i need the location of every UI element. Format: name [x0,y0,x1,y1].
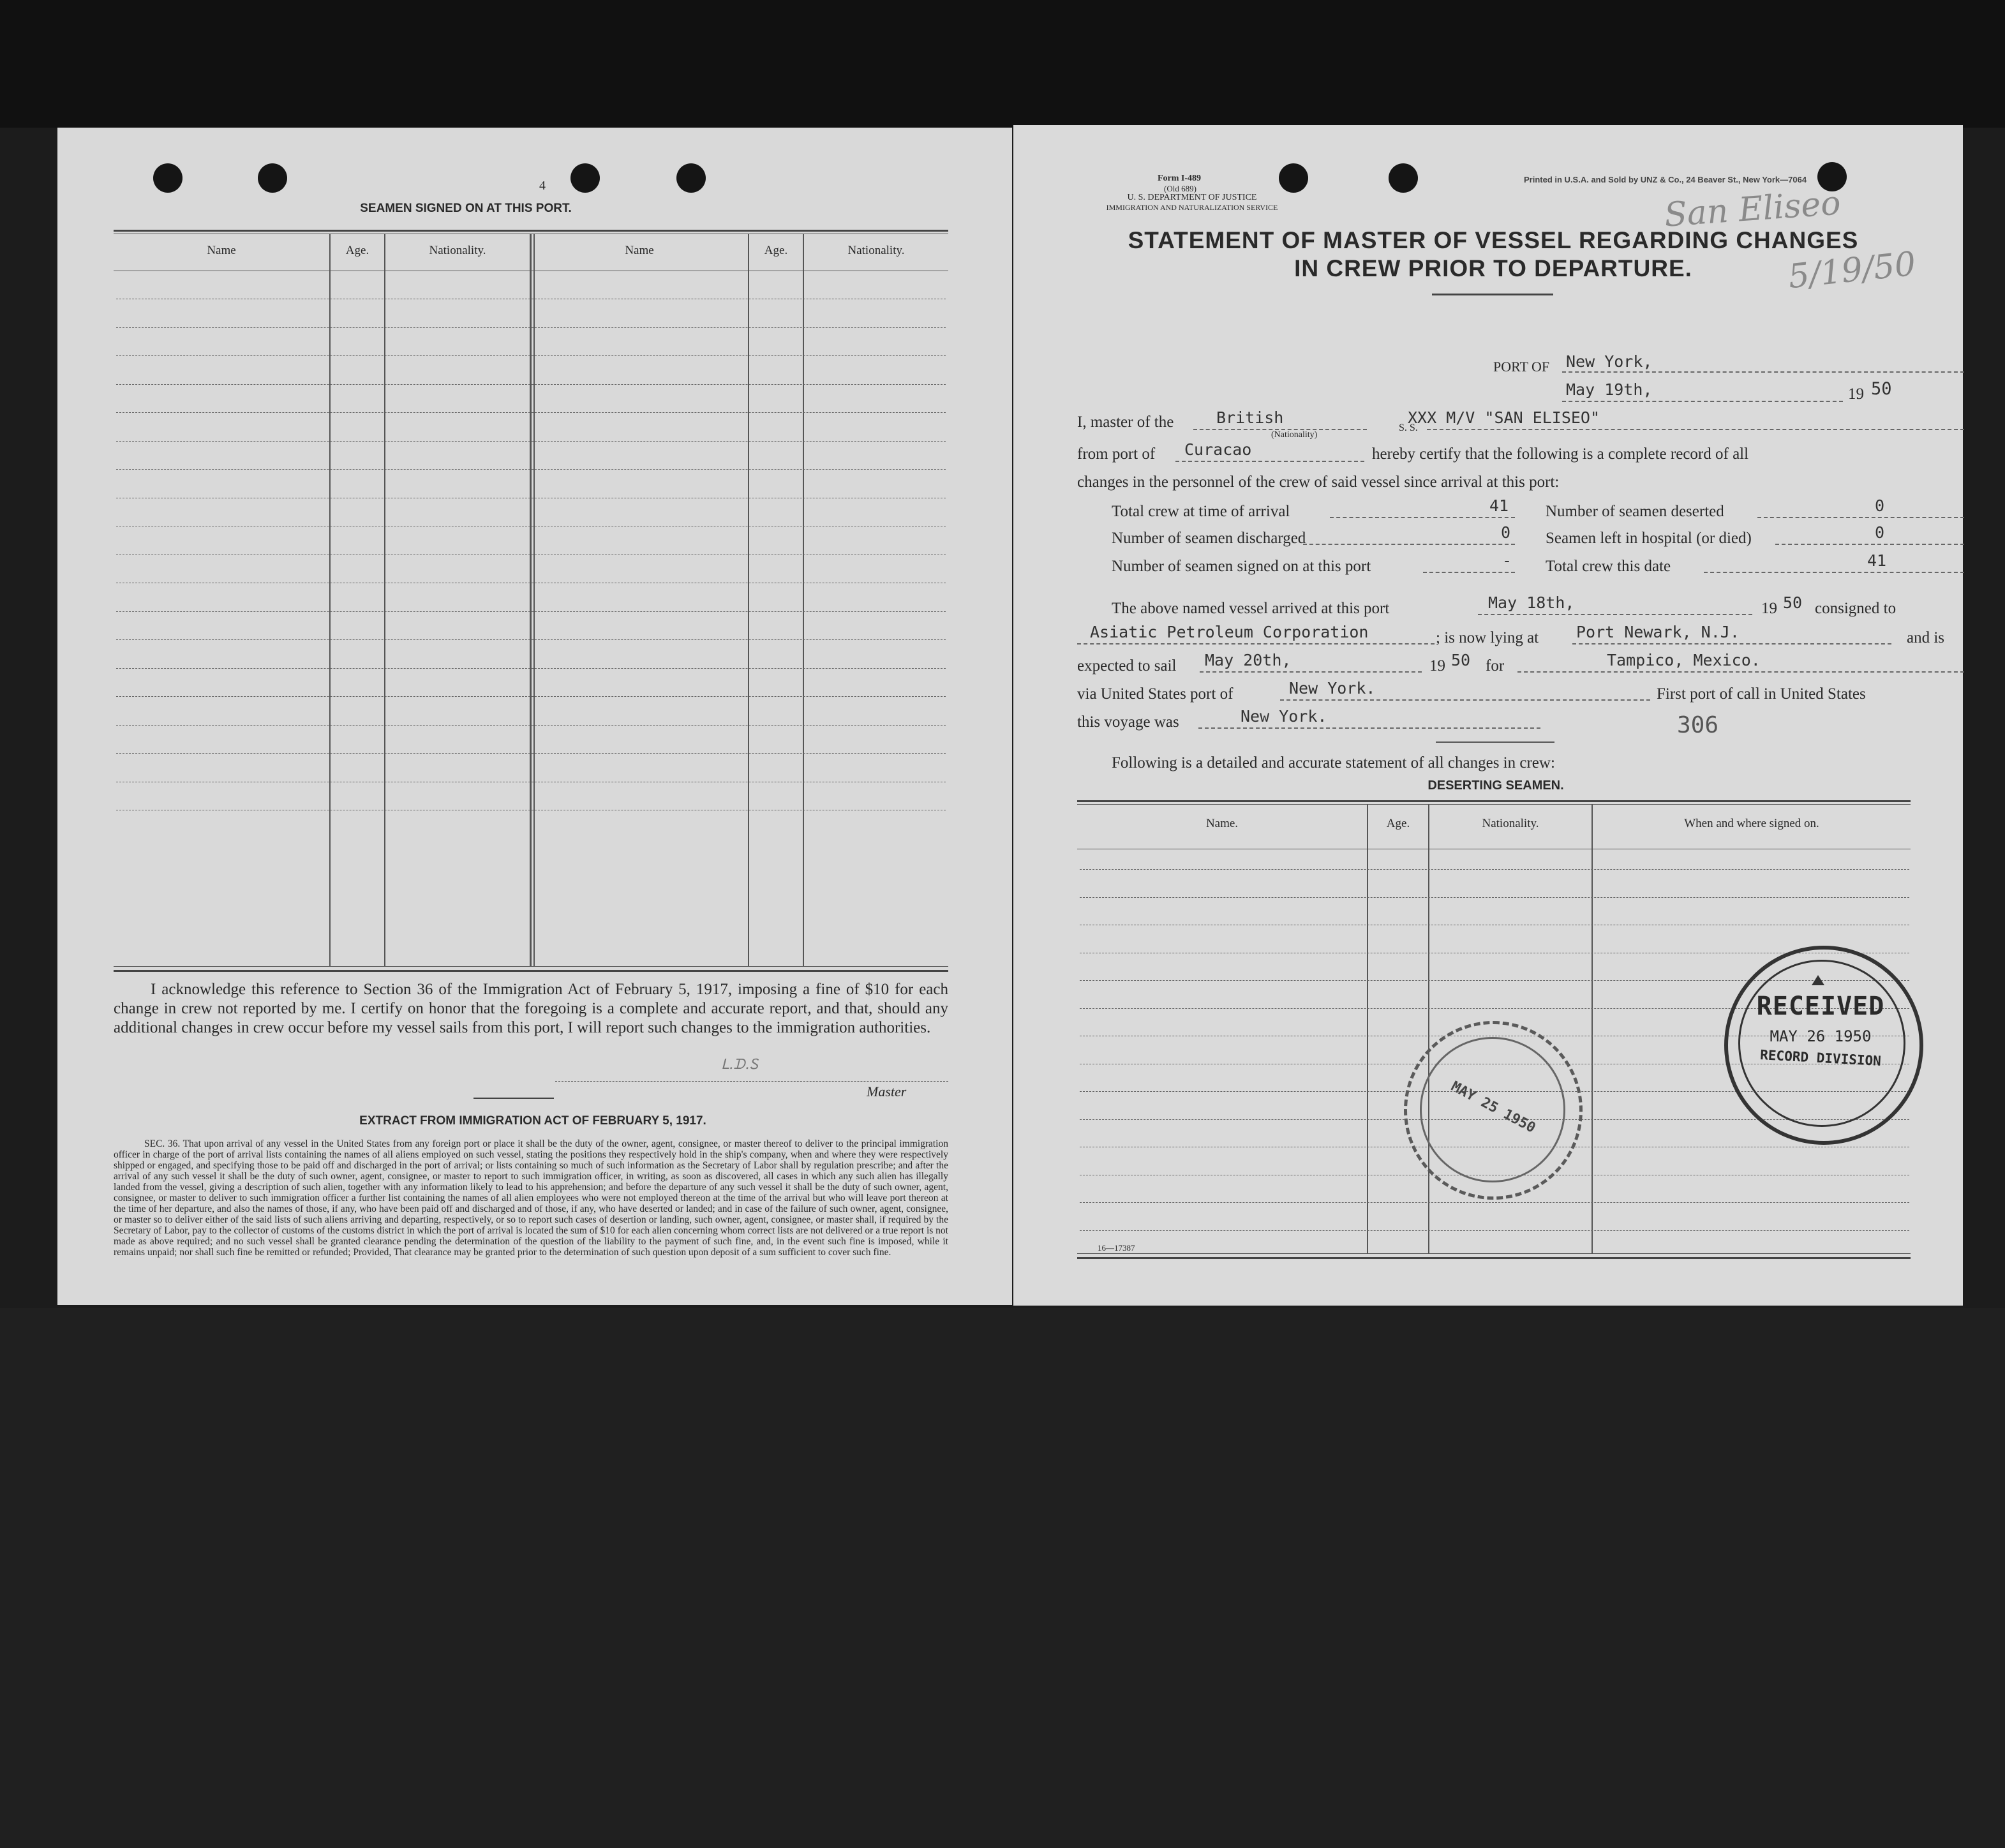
lying-label: ; is now lying at [1436,629,1539,646]
field-line [1572,643,1891,645]
table-row [116,668,946,669]
right-page: Form I-489 (Old 689) U. S. DEPARTMENT OF JUSTICE IMMIGRATION AND NATURALIZATION SERVICE Printed in U.S.A. and Sold by UNZ & Co., 24 Beaver St., New York—7064 San Eliseo 5/19/50 STATEMENT OF MASTER OF VESSEL REGARDING CHANGES IN CREW PRIOR TO DEPARTURE. PORT OF New York, May 19th, 19 50 I, master of the British (Nationality) S. S. XXX M/V "SAN ELISEO" from port of Curacao hereby certify that the following is a complete record of all changes in the personnel of the crew of said vessel since arrival at this port: Total crew at time of arrival 41 Number of seamen discharged 0 Number of seamen signed on at this port - Number of seamen deserted 0 Seamen left in hospital (or died) 0 Total crew this date 41 The above named vessel arrived at this port May 18th, 19 50 consigned to Asiatic Petroleum Corporation ; is now lying at Port Newark, N.J. and is expected to sail May 20th, 19 50 for Tampico, Mexico. via United States port of New York. First port of call in United States this voyage was New York. 306 Following is a detailed and accurate statement of all changes in crew: DESERTING SEAMEN. Name. Age. Nationality. When and where signed on. 16—17387 RECEIVED MAY 26 1950 RECORD DIVISION MAY 25 1950 [1013,125,1963,1306]
table-row [1080,869,1909,870]
footer-code: 16—17387 [1098,1243,1135,1253]
table-row [116,327,946,328]
col-divider [748,234,749,966]
extract-title: EXTRACT FROM IMMIGRATION ACT OF FEBRUARY 5, 1917. [359,1114,706,1128]
master-label: Master [867,1084,907,1099]
col-name: Name [207,244,236,257]
for-value: Tampico, Mexico. [1607,651,1761,669]
table-row [116,696,946,697]
discharged-value: 0 [1501,523,1511,542]
table-row [116,639,946,640]
date-value: May 19th, [1566,380,1653,399]
col-divider [1591,804,1593,1253]
col-divider [530,234,532,966]
acknowledgement-text: I acknowledge this reference to Section 36 of the Immigration Act of February 5, 1917, imposing a fine of $10 for each change in crew not reported by me. I certify on honor that the foregoing is a complete and accurate report, and that, should any additional changes in crew occur before my vessel sails from this port, I will report such changes to the immigration authorities. [114,981,948,1036]
service: IMMIGRATION AND NATURALIZATION SERVICE [1106,203,1278,212]
changes-text: changes in the personnel of the crew of said vessel since arrival at this port: [1077,473,1560,491]
col-divider [1428,804,1429,1253]
table-row [116,725,946,726]
hospital-label: Seamen left in hospital (or died) [1546,530,1752,547]
first-port-label: First port of call in United States [1657,685,1866,703]
master-of-label: I, master of the [1077,414,1174,431]
left-page [57,128,1012,1305]
deserted-label: Number of seamen deserted [1546,503,1724,520]
divider [1436,741,1554,743]
total-date-value: 41 [1867,551,1887,570]
signed-on-label: Number of seamen signed on at this port [1112,558,1371,575]
field-line [1423,572,1515,573]
punch-hole [1389,163,1418,193]
handwritten-vessel-name: San Eliseo [1663,184,1842,235]
printer-note: Printed in U.S.A. and Sold by UNZ & Co., 24 Beaver St., New York—7064 [1524,175,1807,184]
field-line [1757,517,1964,518]
voyage-label: this voyage was [1077,713,1179,731]
col-nationality: Nationality. [847,244,905,257]
col-age: Age. [1386,817,1410,830]
table-top-rule [1077,800,1911,802]
from-port-label: from port of [1077,445,1156,463]
form-old-number: (Old 689) [1164,184,1196,193]
master-signature: ᒪ.ᗪ.Ꮪ [721,1057,759,1073]
col-name: Name. [1205,817,1239,830]
following-text: Following is a detailed and accurate statement of all changes in crew: [1112,754,1555,771]
field-line [1330,517,1515,518]
table-row [1080,1230,1909,1231]
consigned-label: consigned to [1815,600,1897,617]
punch-hole [258,163,287,193]
year-value: 50 [1871,379,1892,399]
stamp-received-date: MAY 26 1950 [1770,1027,1872,1045]
scan-border [0,0,2005,128]
table-row [116,469,946,470]
nationality-caption: (Nationality) [1271,430,1318,440]
field-line [1200,671,1422,673]
table-top-rule [114,230,948,232]
port-label: PORT OF [1493,359,1550,375]
table-row [116,441,946,442]
arrived-value: May 18th, [1488,593,1575,612]
total-date-label: Total crew this date [1546,558,1671,575]
punch-hole [153,163,183,193]
col-divider [803,234,804,966]
field-line [1478,614,1752,615]
stamp-port-date: MAY 25 1950 [1448,1078,1539,1136]
table-bottom-rule [114,970,948,972]
col-divider [384,234,385,966]
col-divider [329,234,331,966]
and-is-label: and is [1907,629,1945,646]
port-value: New York, [1566,352,1653,371]
sail-year: 50 [1451,651,1471,669]
received-stamp [1724,946,1923,1145]
table-row [116,412,946,413]
from-port-value: Curacao [1184,440,1252,459]
field-line [1077,643,1435,645]
stamped-number: 306 [1677,712,1719,738]
deserted-value: 0 [1875,496,1885,515]
form-title-line2: IN CREW PRIOR TO DEPARTURE. [1294,255,1692,281]
table-row [116,384,946,385]
field-line [1427,429,1964,430]
total-arrival-value: 41 [1489,496,1509,515]
table-row [116,753,946,754]
punch-hole [1279,163,1308,193]
form-title-line1: STATEMENT OF MASTER OF VESSEL REGARDING CHANGES [1128,227,1859,253]
col-name: Name [625,244,654,257]
left-title: SEAMEN SIGNED ON AT THIS PORT. [360,202,572,215]
col-divider [533,234,535,966]
field-line [1562,371,1964,373]
field-line [1303,544,1515,545]
via-value: New York. [1289,679,1376,697]
extract-text: SEC. 36. That upon arrival of any vessel in the United States from any foreign port or place it shall be the duty of the owner, agent, consignee, or master thereof to deliver to the principal immigration officer in charge of the port of arrival lists containing the names of all aliens employed on such vessel, stating the positions they respectively hold in the ship's company, when and where they were respectively shipped or engaged, and specifying those to be paid off and discharged in the port of arrival; or lists containing so much of such information as the Secretary of Labor shall by regulation prescribe; and after the arrival of any such vessel it shall be the duty of such owner, agent, consignee, or master to report to such immigration officer, in writing, as soon as discovered, all cases in which any such alien has illegally landed from the vessel, giving a description of such alien, together with any information likely to lead to his apprehension; and before the departure of any such vessel it shall be the duty of such owner, agent, consignee, or master to deliver to such immigration officer a further list containing the names of all alien employees who were not employed thereon at the time of the arrival but who will leave port thereon at the time of her departure, and also the names of those, if any, who have been paid off and discharged and of those, if any, who have deserted or landed; and in case of the failure of such owner, agent, consignee, or master so to deliver either of the said lists of such aliens arriving and departing, respectively, or so to report such cases of desertion or landing, such owner, agent, consignee, or master shall, if required by the Secretary of Labor, pay to the collector of customs of the customs district in which the port of arrival is located the sum of $10 for each alien concerning whom correct lists are not delivered or a true report is not made as above required; and no such vessel shall be granted clearance pending the determination of the question of the liability to the payment of such fine, and, in the event such fine is imposed, while it remains unpaid; nor shall such fine be remitted or refunded; Provided, That clearance may be granted prior to the determination of such question upon deposit of a sum sufficient to cover such fine. [114,1138,948,1258]
col-age: Age. [764,244,788,257]
table-bottom-rule [114,966,948,967]
total-arrival-label: Total crew at time of arrival [1112,503,1290,520]
scan-background [0,1308,2005,1848]
punch-hole [570,163,600,193]
table-top-rule [1077,804,1911,805]
table-row [1080,897,1909,898]
field-line [1175,461,1364,462]
stamp-received-division: RECORD DIVISION [1759,1047,1882,1069]
table-row [116,611,946,612]
arrived-label: The above named vessel arrived at this port [1112,600,1390,617]
table-bottom-rule [1077,1253,1911,1254]
page-number: 4 [539,179,546,193]
ss-label: S. S. [1399,422,1418,433]
department: U. S. DEPARTMENT OF JUSTICE [1127,193,1257,202]
col-signed-on: When and where signed on. [1684,817,1819,830]
field-line [1562,401,1843,402]
consignee-value: Asiatic Petroleum Corporation [1090,623,1369,641]
field-line [1280,699,1650,701]
port-stamp [1404,1021,1583,1200]
stamp-received-text: RECEIVED [1756,992,1885,1021]
hospital-value: 0 [1875,523,1885,542]
voyage-value: New York. [1241,707,1327,726]
deserting-title: DESERTING SEAMEN. [1427,779,1564,793]
field-line [1775,544,1964,545]
lying-value: Port Newark, N.J. [1576,623,1740,641]
table-bottom-rule [1077,1257,1911,1259]
sail-label: expected to sail [1077,657,1177,674]
title-rule [1432,294,1553,295]
field-line [1704,572,1964,573]
certify-text: hereby certify that the following is a complete record of all [1372,445,1749,463]
col-divider [1367,804,1368,1253]
field-line [1517,671,1964,673]
arrived-year: 50 [1783,593,1803,612]
punch-hole [676,163,706,193]
via-label: via United States port of [1077,685,1234,703]
col-age: Age. [345,244,369,257]
signed-on-value: - [1502,551,1512,570]
discharged-label: Number of seamen discharged [1112,530,1306,547]
col-nationality: Nationality. [1482,817,1539,830]
year-prefix: 19 [1848,385,1864,403]
handwritten-date: 5/19/50 [1786,244,1918,297]
vessel-value: XXX M/V "SAN ELISEO" [1408,408,1600,427]
table-row [1080,1202,1909,1203]
for-label: for [1486,657,1505,674]
form-number: Form I-489 [1158,174,1202,183]
divider [473,1098,554,1099]
nationality-value: British [1216,408,1284,427]
signature-line [555,1081,948,1082]
table-row [116,355,946,356]
col-nationality: Nationality. [429,244,486,257]
field-line [1198,727,1540,729]
sail-value: May 20th, [1205,651,1292,669]
